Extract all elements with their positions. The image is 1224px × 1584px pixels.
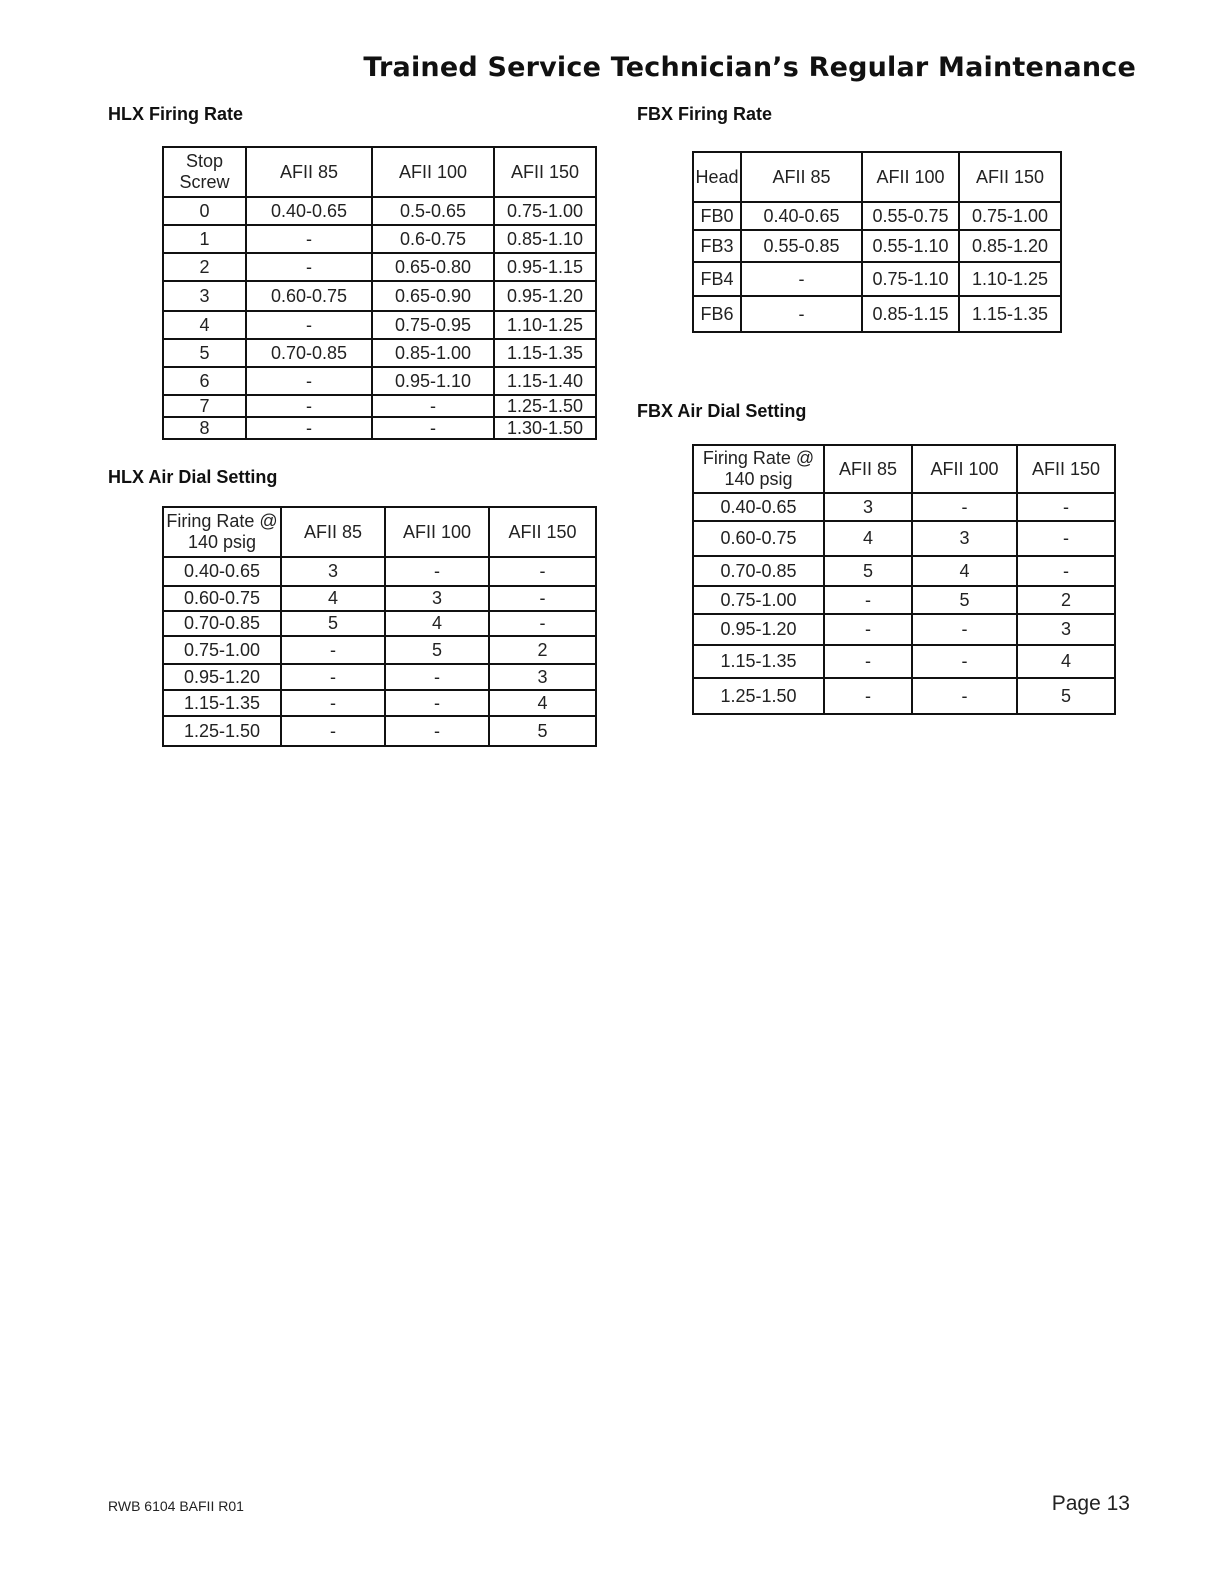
- column-header: AFII 100: [862, 152, 959, 202]
- column-header: Firing Rate @ 140 psig: [693, 445, 824, 493]
- table-cell: 3: [912, 521, 1017, 556]
- table-cell: 0.95-1.10: [372, 367, 494, 395]
- column-header: AFII 150: [1017, 445, 1115, 493]
- table-cell: 0.60-0.75: [693, 521, 824, 556]
- table-cell: 0.65-0.90: [372, 281, 494, 311]
- table-cell: 0.85-1.20: [959, 230, 1061, 262]
- table-row: [163, 716, 596, 746]
- table-cell: 5: [1017, 678, 1115, 714]
- table-cell: 0.70-0.85: [246, 339, 372, 367]
- column-header: AFII 100: [385, 507, 489, 557]
- hlx-firing-rate-heading: HLX Firing Rate: [108, 104, 244, 124]
- table-cell: 4: [1017, 645, 1115, 678]
- table-row: [163, 664, 596, 690]
- table-cell: 0.65-0.80: [372, 253, 494, 281]
- table-cell: -: [912, 678, 1017, 714]
- table-cell: -: [372, 417, 494, 439]
- table-cell: 0.60-0.75: [163, 586, 281, 611]
- table-row: [693, 614, 1115, 645]
- hlx-air-dial-table: [162, 506, 597, 747]
- table-row: [693, 296, 1061, 332]
- fbx-firing-rate-heading: FBX Firing Rate: [637, 104, 773, 124]
- table-cell: -: [385, 690, 489, 716]
- table-row: [163, 557, 596, 586]
- column-header: AFII 85: [281, 507, 385, 557]
- table-cell: 3: [385, 586, 489, 611]
- table-row: [693, 230, 1061, 262]
- table-cell: 1.30-1.50: [494, 417, 596, 439]
- table-cell: -: [489, 611, 596, 636]
- table-header-row: [163, 507, 596, 557]
- column-header: Firing Rate @ 140 psig: [163, 507, 281, 557]
- table-cell: 0.5-0.65: [372, 197, 494, 225]
- table-cell: 4: [281, 586, 385, 611]
- table-cell: 0.75-0.95: [372, 311, 494, 339]
- footer-page-number: Page 13: [1051, 1492, 1130, 1515]
- table-cell: 5: [385, 636, 489, 664]
- table-cell: 1.15-1.35: [494, 339, 596, 367]
- table-row: [163, 586, 596, 611]
- hlx-air-dial-heading: HLX Air Dial Setting: [108, 467, 278, 487]
- table-cell: FB3: [693, 230, 741, 262]
- table-cell: -: [281, 664, 385, 690]
- table-row: [163, 281, 596, 311]
- table-cell: 4: [489, 690, 596, 716]
- table-cell: -: [246, 253, 372, 281]
- table-header-row: [163, 147, 596, 197]
- table-cell: 0.75-1.10: [862, 262, 959, 296]
- table-row: [693, 678, 1115, 714]
- fbx-air-dial-heading: FBX Air Dial Setting: [637, 401, 807, 421]
- table-cell: 0.95-1.20: [693, 614, 824, 645]
- table-cell: 0.85-1.10: [494, 225, 596, 253]
- table-cell: 5: [912, 586, 1017, 614]
- table-cell: 0.95-1.20: [163, 664, 281, 690]
- table-row: [693, 586, 1115, 614]
- table-cell: FB0: [693, 202, 741, 230]
- column-header: AFII 150: [959, 152, 1061, 202]
- table-cell: -: [281, 636, 385, 664]
- table-row: [163, 417, 596, 439]
- table-cell: 5: [163, 339, 246, 367]
- table-cell: 5: [489, 716, 596, 746]
- table-cell: 1: [163, 225, 246, 253]
- table-cell: 0.6-0.75: [372, 225, 494, 253]
- table-cell: 3: [281, 557, 385, 586]
- table-cell: 0: [163, 197, 246, 225]
- table-cell: 0.75-1.00: [494, 197, 596, 225]
- table-row: [693, 645, 1115, 678]
- column-header: AFII 85: [741, 152, 862, 202]
- table-cell: 0.40-0.65: [163, 557, 281, 586]
- table-row: [693, 556, 1115, 586]
- table-cell: 2: [163, 253, 246, 281]
- table-cell: 1.10-1.25: [494, 311, 596, 339]
- table-header-row: [693, 152, 1061, 202]
- table-row: [693, 202, 1061, 230]
- table-cell: -: [246, 367, 372, 395]
- table-cell: -: [1017, 556, 1115, 586]
- table-cell: 0.40-0.65: [246, 197, 372, 225]
- table-cell: 0.60-0.75: [246, 281, 372, 311]
- table-cell: -: [912, 614, 1017, 645]
- table-cell: 4: [163, 311, 246, 339]
- table-cell: FB4: [693, 262, 741, 296]
- table-cell: -: [1017, 493, 1115, 521]
- fbx-air-dial-table: [692, 444, 1116, 715]
- table-cell: 1.10-1.25: [959, 262, 1061, 296]
- table-cell: 0.55-0.75: [862, 202, 959, 230]
- table-cell: 1.15-1.35: [959, 296, 1061, 332]
- table-cell: 0.40-0.65: [741, 202, 862, 230]
- table-cell: -: [824, 645, 912, 678]
- table-cell: 0.55-1.10: [862, 230, 959, 262]
- table-cell: 3: [163, 281, 246, 311]
- table-row: [163, 339, 596, 367]
- table-row: [693, 493, 1115, 521]
- table-cell: -: [741, 262, 862, 296]
- table-cell: 4: [385, 611, 489, 636]
- column-header: AFII 150: [494, 147, 596, 197]
- table-cell: -: [246, 395, 372, 417]
- table-cell: -: [824, 678, 912, 714]
- table-cell: 5: [824, 556, 912, 586]
- table-cell: FB6: [693, 296, 741, 332]
- table-cell: 2: [489, 636, 596, 664]
- table-cell: 0.75-1.00: [693, 586, 824, 614]
- column-header: Head: [693, 152, 741, 202]
- table-cell: 0.95-1.15: [494, 253, 596, 281]
- column-header: AFII 100: [372, 147, 494, 197]
- table-cell: -: [246, 417, 372, 439]
- table-row: [163, 690, 596, 716]
- table-cell: 0.70-0.85: [163, 611, 281, 636]
- table-cell: 1.25-1.50: [693, 678, 824, 714]
- table-cell: 1.25-1.50: [494, 395, 596, 417]
- table-cell: -: [372, 395, 494, 417]
- table-cell: 8: [163, 417, 246, 439]
- table-cell: 7: [163, 395, 246, 417]
- column-header: AFII 100: [912, 445, 1017, 493]
- column-header: AFII 150: [489, 507, 596, 557]
- table-cell: 1.15-1.40: [494, 367, 596, 395]
- table-cell: 1.15-1.35: [163, 690, 281, 716]
- table-cell: 3: [489, 664, 596, 690]
- table-cell: -: [824, 614, 912, 645]
- table-cell: -: [281, 716, 385, 746]
- table-header-row: [693, 445, 1115, 493]
- table-row: [163, 253, 596, 281]
- table-cell: 1.15-1.35: [693, 645, 824, 678]
- table-cell: -: [489, 557, 596, 586]
- table-cell: -: [246, 311, 372, 339]
- table-cell: -: [824, 586, 912, 614]
- table-cell: 6: [163, 367, 246, 395]
- column-header: AFII 85: [824, 445, 912, 493]
- table-cell: 2: [1017, 586, 1115, 614]
- table-cell: 0.55-0.85: [741, 230, 862, 262]
- table-row: [163, 395, 596, 417]
- table-cell: 0.40-0.65: [693, 493, 824, 521]
- table-cell: 0.75-1.00: [959, 202, 1061, 230]
- table-cell: -: [281, 690, 385, 716]
- page-title: Trained Service Technician’s Regular Maintenance: [363, 52, 1136, 83]
- table-cell: 0.85-1.15: [862, 296, 959, 332]
- table-cell: -: [489, 586, 596, 611]
- table-row: [163, 311, 596, 339]
- table-row: [163, 367, 596, 395]
- table-cell: -: [246, 225, 372, 253]
- table-row: [163, 225, 596, 253]
- table-cell: 5: [281, 611, 385, 636]
- table-cell: 0.70-0.85: [693, 556, 824, 586]
- table-cell: -: [385, 557, 489, 586]
- table-cell: 4: [824, 521, 912, 556]
- table-row: [163, 636, 596, 664]
- table-cell: 3: [1017, 614, 1115, 645]
- table-cell: -: [1017, 521, 1115, 556]
- table-row: [163, 611, 596, 636]
- table-cell: -: [741, 296, 862, 332]
- table-row: [163, 197, 596, 225]
- table-cell: -: [385, 716, 489, 746]
- hlx-firing-rate-table: [162, 146, 597, 440]
- table-row: [693, 262, 1061, 296]
- column-header: AFII 85: [246, 147, 372, 197]
- table-cell: 1.25-1.50: [163, 716, 281, 746]
- table-cell: -: [385, 664, 489, 690]
- table-cell: 0.85-1.00: [372, 339, 494, 367]
- footer-document-number: RWB 6104 BAFII R01: [108, 1498, 244, 1514]
- fbx-firing-rate-table: [692, 151, 1062, 333]
- table-cell: 4: [912, 556, 1017, 586]
- table-cell: -: [912, 493, 1017, 521]
- table-cell: 3: [824, 493, 912, 521]
- table-row: [693, 521, 1115, 556]
- column-header: Stop Screw: [163, 147, 246, 197]
- table-cell: -: [912, 645, 1017, 678]
- table-cell: 0.95-1.20: [494, 281, 596, 311]
- table-cell: 0.75-1.00: [163, 636, 281, 664]
